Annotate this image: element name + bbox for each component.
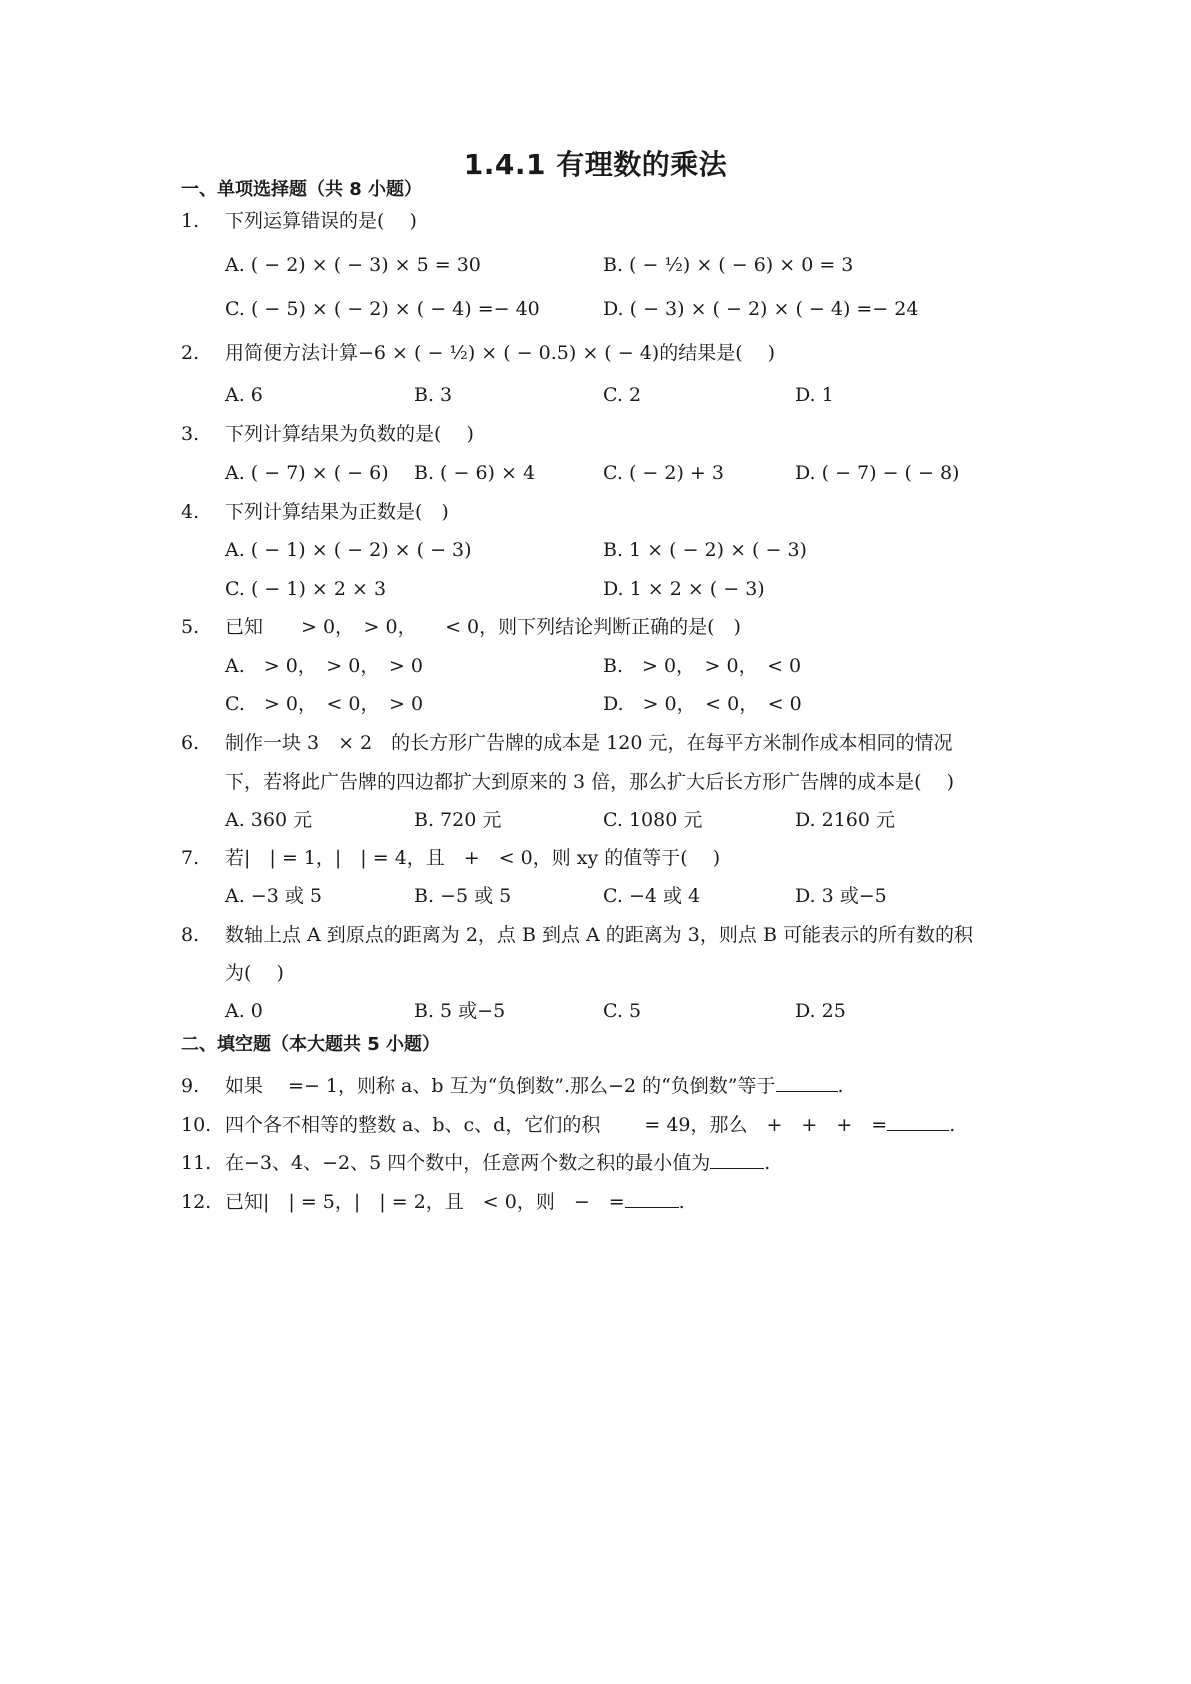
fill-end: . <box>678 1191 685 1213</box>
fill-end: . <box>837 1075 844 1097</box>
option-b: B. 5 或−5 <box>414 1000 506 1022</box>
question-number: 7. <box>181 847 200 869</box>
option-b: B. > 0， > 0， < 0 <box>603 655 802 677</box>
option-d: D. 1 <box>795 384 834 406</box>
question-stem <box>225 1066 1025 1107</box>
fill-text: 如果 =− 1，则称 a、b 互为“负倒数”.那么−2 的“负倒数”等于 <box>225 1075 776 1097</box>
answer-blank[interactable] <box>776 1073 838 1092</box>
question-stem <box>225 1182 1025 1223</box>
question-stem: 用简便方法计算−6 × ( − ½) × ( − 0.5) × ( − 4)的结果是( ) <box>225 342 776 364</box>
option-d: D. 1 × 2 × ( − 3) <box>603 578 765 600</box>
option-a: A. −3 或 5 <box>225 885 322 907</box>
answer-blank[interactable] <box>710 1150 764 1169</box>
question-number: 5. <box>181 616 200 638</box>
question-stem: 制作一块 3 × 2 的长方形广告牌的成本是 120 元，在每平方米制作成本相同的情况 <box>225 732 953 754</box>
question-stem: 下列计算结果为正数是( ) <box>225 501 449 523</box>
question-number: 12. <box>181 1191 212 1213</box>
option-a: A. > 0， > 0， > 0 <box>225 655 423 677</box>
option-c: C. 1080 元 <box>603 809 703 831</box>
question-number: 11. <box>181 1152 212 1174</box>
question-number: 10. <box>181 1114 212 1136</box>
question-stem: 下列计算结果为负数的是( ) <box>225 423 474 445</box>
option-b: B. ( − 6) × 4 <box>414 462 536 484</box>
option-a: A. ( − 7) × ( − 6) <box>225 462 389 484</box>
option-d: D. 25 <box>795 1000 846 1022</box>
option-d: D. > 0， < 0， < 0 <box>603 693 802 715</box>
fill-text: 四个各不相等的整数 a、b、c、d，它们的积 = 49，那么 + + + = <box>225 1114 888 1136</box>
question-stem <box>225 1105 1025 1146</box>
option-c: C. > 0， < 0， > 0 <box>225 693 424 715</box>
answer-blank[interactable] <box>625 1189 679 1208</box>
question-number: 2. <box>181 342 200 364</box>
option-c: C. 2 <box>603 384 642 406</box>
option-a: A. 360 元 <box>225 809 313 831</box>
option-a: A. ( − 2) × ( − 3) × 5 = 30 <box>225 254 481 276</box>
option-c: C. 5 <box>603 1000 642 1022</box>
option-a: A. ( − 1) × ( − 2) × ( − 3) <box>225 539 472 561</box>
option-a: A. 6 <box>225 384 263 406</box>
question-stem <box>225 1143 1025 1184</box>
question-number: 8. <box>181 924 200 946</box>
fill-text: 在−3、4、−2、5 四个数中，任意两个数之积的最小值为 <box>225 1152 711 1174</box>
option-b: B. −5 或 5 <box>414 885 512 907</box>
option-b: B. 720 元 <box>414 809 502 831</box>
question-stem: 数轴上点 A 到原点的距离为 2，点 B 到点 A 的距离为 3，则点 B 可能表示的所有数的积 <box>225 924 973 946</box>
answer-blank[interactable] <box>887 1112 949 1131</box>
question-number: 9. <box>181 1075 200 1097</box>
option-b: B. 1 × ( − 2) × ( − 3) <box>603 539 807 561</box>
option-b: B. ( − ½) × ( − 6) × 0 = 3 <box>603 254 854 276</box>
option-c: C. −4 或 4 <box>603 885 701 907</box>
section-choice-header: 一、单项选择题（共 8 小题） <box>181 179 423 200</box>
question-stem-continued: 为( ) <box>225 962 284 984</box>
question-stem-continued: 下，若将此广告牌的四边都扩大到原来的 3 倍，那么扩大后长方形广告牌的成本是( ) <box>225 771 955 793</box>
option-d: D. ( − 7) − ( − 8) <box>795 462 960 484</box>
option-c: C. ( − 1) × 2 × 3 <box>225 578 387 600</box>
fill-end: . <box>949 1114 956 1136</box>
option-d: D. ( − 3) × ( − 2) × ( − 4) =− 24 <box>603 298 919 320</box>
fill-text: 已知| | = 5，| | = 2，且 < 0，则 − = <box>225 1191 625 1213</box>
question-number: 3. <box>181 423 200 445</box>
page-title: 1.4.1 有理数的乘法 <box>463 148 728 181</box>
option-c: C. ( − 5) × ( − 2) × ( − 4) =− 40 <box>225 298 540 320</box>
option-d: D. 3 或−5 <box>795 885 887 907</box>
option-d: D. 2160 元 <box>795 809 896 831</box>
section-fill-header: 二、填空题（本大题共 5 小题） <box>181 1034 441 1055</box>
question-number: 6. <box>181 732 200 754</box>
question-stem: 已知 > 0， > 0， < 0，则下列结论判断正确的是( ) <box>225 616 741 638</box>
option-a: A. 0 <box>225 1000 263 1022</box>
question-number: 4. <box>181 501 200 523</box>
question-stem: 下列运算错误的是( ) <box>225 210 417 232</box>
option-b: B. 3 <box>414 384 453 406</box>
option-c: C. ( − 2) + 3 <box>603 462 724 484</box>
fill-end: . <box>764 1152 771 1174</box>
question-number: 1. <box>181 210 200 232</box>
question-stem: 若| | = 1，| | = 4，且 + < 0，则 xy 的值等于( ) <box>225 847 721 869</box>
